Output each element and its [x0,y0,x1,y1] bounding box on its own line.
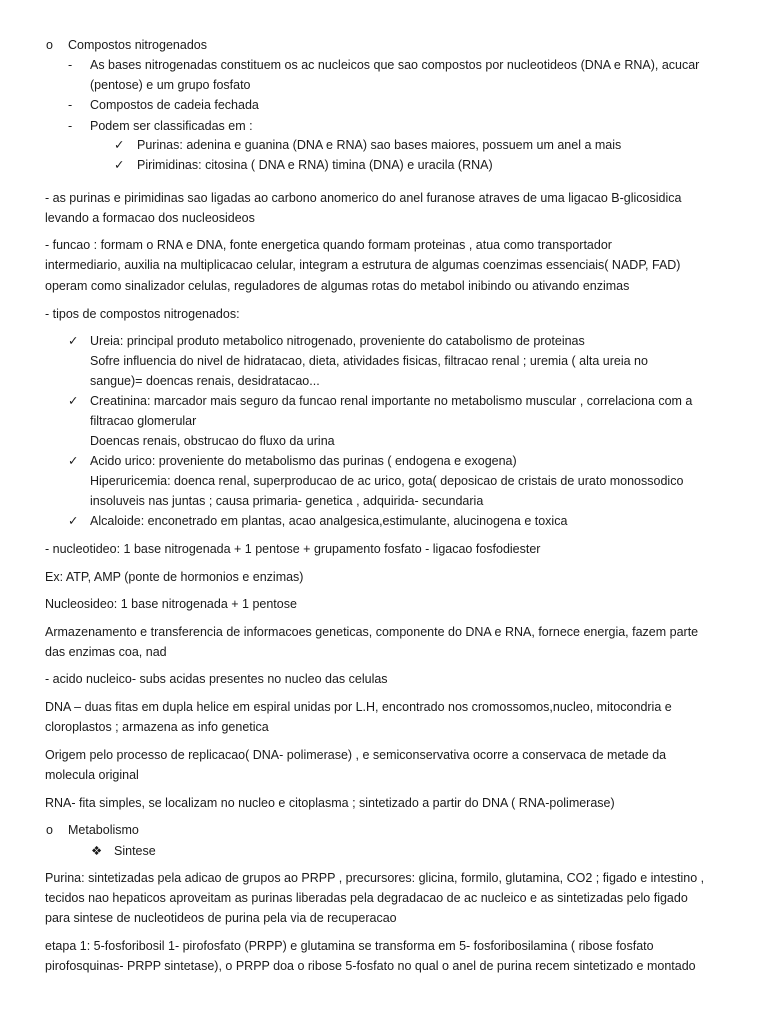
paragraph-line: pirofosquinas- PRPP sintetase), o PRPP doa o ribose 5-fosfato no qual o anel de purina recem sintetizado e montado [45,959,696,973]
list-item: Alcaloide: enconetrado em plantas, acao analgesica,estimulante, alucinogena e toxica [90,514,568,528]
dash-bullet: - [68,58,73,72]
sub-list-item: Pirimidinas: citosina ( DNA e RNA) timina (DNA) e uracila (RNA) [137,158,493,172]
list-item: As bases nitrogenadas constituem os ac nucleicos que sao compostos por nucleotideos (DNA e RNA), acucar [90,58,700,72]
section-title-metabolismo: Metabolismo [68,823,139,837]
paragraph-line: - acido nucleico- subs acidas presentes no nucleo das celulas [45,672,388,686]
paragraph-line: RNA- fita simples, se localizam no nucleo e citoplasma ; sintetizado a partir do DNA ( RNA-polimerase) [45,796,615,810]
paragraph-line: cloroplastos ; armazena as info genetica [45,720,269,734]
paragraph-line: para sintese de nucleotideos de purina pela via de recuperacao [45,911,397,925]
dash-bullet: - [68,98,73,112]
paragraph-line: tecidos nao hepaticos aproveitam as purinas liberadas pela degradacao de ac nucleico e as sintetizadas pelo figado [45,891,688,905]
checkmark-icon: ✓ [114,158,125,172]
list-item: Compostos de cadeia fechada [90,98,259,112]
checkmark-icon: ✓ [68,334,79,348]
paragraph-line: Origem pelo processo de replicacao( DNA- polimerase) , e semiconservativa ocorre a conservaca de metade da [45,748,667,762]
list-item-continuation: sangue)= doencas renais, desidratacao... [90,374,320,388]
paragraph-line: Armazenamento e transferencia de informacoes geneticas, componente do DNA e RNA, fornece energia, fazem parte [45,625,699,639]
checkmark-icon: ✓ [114,138,125,152]
list-item-continuation: insoluveis nas juntas ; causa primaria- genetica , adquirida- secundaria [90,494,484,508]
paragraph-line: - nucleotideo: 1 base nitrogenada + 1 pentose + grupamento fosfato - ligacao fosfodiester [45,542,541,556]
paragraph-line: operam como sinalizador celulas, reguladores de algumas rotas do metabol inibindo ou ativando enzimas [45,279,630,293]
paragraph-line: DNA – duas fitas em dupla helice em espiral unidas por L.H, encontrado nos cromossomos,nucleo, mitocondria e [45,700,672,714]
paragraph-line: intermediario, auxilia na multiplicacao celular, integram a estrutura de algumas coenzimas essenciais( NADP, FAD) [45,258,681,272]
paragraph-line: molecula original [45,768,139,782]
section-title-compostos: Compostos nitrogenados [68,38,207,52]
list-item-continuation: (pentose) e um grupo fosfato [90,78,251,92]
list-item-continuation: filtracao glomerular [90,414,197,428]
paragraph-line: Nucleosideo: 1 base nitrogenada + 1 pentose [45,597,297,611]
dash-bullet: - [68,119,73,133]
paragraph-line: Ex: ATP, AMP (ponte de hormonios e enzimas) [45,570,304,584]
sub-list-item: Purinas: adenina e guanina (DNA e RNA) sao bases maiores, possuem um anel a mais [137,138,622,152]
checkmark-icon: ✓ [68,394,79,408]
list-item-continuation: Hiperuricemia: doenca renal, superproducao de ac urico, gota( deposicao de cristais de urato monossodico [90,474,684,488]
list-item: Ureia: principal produto metabolico nitrogenado, proveniente do catabolismo de proteinas [90,334,585,348]
paragraph-line: - as purinas e pirimidinas sao ligadas ao carbono anomerico do anel furanose atraves de uma ligacao B-glicosidica [45,191,682,205]
checkmark-icon: ✓ [68,454,79,468]
paragraph-line: - tipos de compostos nitrogenados: [45,307,240,321]
sub-section-title: Sintese [114,844,156,858]
paragraph-line: das enzimas coa, nad [45,645,167,659]
list-item: Podem ser classificadas em : [90,119,253,133]
paragraph-line: etapa 1: 5-fosforibosil 1- pirofosfato (PRPP) e glutamina se transforma em 5- fosforibosilamina ( ribose fosfato [45,939,654,953]
diamond-bullet-icon: ❖ [91,844,103,858]
list-bullet: o [46,823,53,837]
checkmark-icon: ✓ [68,514,79,528]
list-item: Creatinina: marcador mais seguro da funcao renal importante no metabolismo muscular , correlaciona com a [90,394,693,408]
list-item: Acido urico: proveniente do metabolismo das purinas ( endogena e exogena) [90,454,517,468]
list-item-continuation: Sofre influencia do nivel de hidratacao, dieta, atividades fisicas, filtracao renal ; uremia ( alta ureia no [90,354,648,368]
paragraph-line: - funcao : formam o RNA e DNA, fonte energetica quando formam proteinas , atua como transportador [45,238,612,252]
paragraph-line: Purina: sintetizadas pela adicao de grupos ao PRPP , precursores: glicina, formilo, glutamina, CO2 ; figado e intestino , [45,871,705,885]
list-item-continuation: Doencas renais, obstrucao do fluxo da urina [90,434,335,448]
list-bullet: o [46,38,53,52]
paragraph-line: levando a formacao dos nucleosideos [45,211,255,225]
